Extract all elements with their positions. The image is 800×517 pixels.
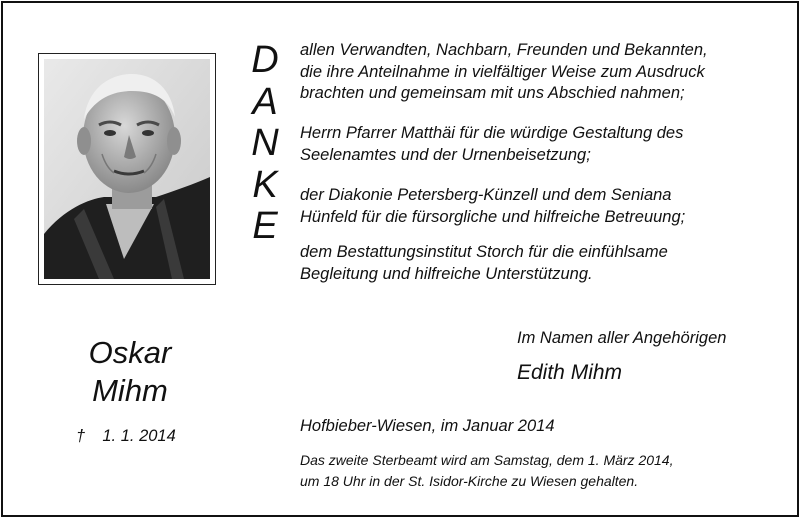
danke-letter: K <box>252 163 278 206</box>
thanks-paragraph-funeral-home <box>300 242 762 285</box>
notice-line: Das zweite Sterbeamt wird am Samstag, dem 1. März 2014, <box>300 452 674 468</box>
danke-letter: A <box>252 80 278 123</box>
danke-letter: N <box>251 122 279 164</box>
thanks-line: allen Verwandten, Nachbarn, Freunden und Bekannten, <box>300 41 708 59</box>
thanks-paragraph-relatives <box>300 40 762 105</box>
deceased-last-name: Mihm <box>92 373 168 408</box>
danke-heading <box>248 40 282 248</box>
thanks-paragraph-diakonie <box>300 185 762 228</box>
danke-letter: E <box>252 205 278 247</box>
portrait-frame <box>38 53 216 285</box>
thanks-line: Herrn Pfarrer Matthäi für die würdige Gestaltung des <box>300 124 684 142</box>
thanks-line: brachten und gemeinsam mit uns Abschied nahmen; <box>300 84 685 102</box>
memorial-mass-notice <box>300 450 764 492</box>
death-date-line <box>76 427 176 446</box>
thanks-line: dem Bestattungsinstitut Storch für die einfühlsame <box>300 243 668 261</box>
place-date: Hofbieber-Wiesen, im Januar 2014 <box>300 417 555 435</box>
death-date: 1. 1. 2014 <box>102 427 176 445</box>
thanks-line: die ihre Anteilnahme in vielfältiger Weise zum Ausdruck <box>300 62 705 81</box>
cross-icon: † <box>76 427 86 445</box>
thanks-line: der Diakonie Petersberg-Künzell und dem Seniana <box>300 186 672 204</box>
deceased-first-name: Oskar <box>88 335 172 370</box>
danke-letter: D <box>251 39 279 81</box>
portrait-photo <box>44 59 210 279</box>
thanks-line: Begleitung und hilfreiche Unterstützung. <box>300 264 593 283</box>
signature-intro: Im Namen aller Angehörigen <box>517 329 727 347</box>
notice-line: um 18 Uhr in der St. Isidor-Kirche zu Wiesen gehalten. <box>300 473 639 489</box>
thanks-paragraph-pastor <box>300 123 762 166</box>
thanks-line: Hünfeld für die fürsorgliche und hilfreiche Betreuung; <box>300 207 686 226</box>
signature-name: Edith Mihm <box>517 361 623 384</box>
thanks-line: Seelenamtes und der Urnenbeisetzung; <box>300 145 591 164</box>
